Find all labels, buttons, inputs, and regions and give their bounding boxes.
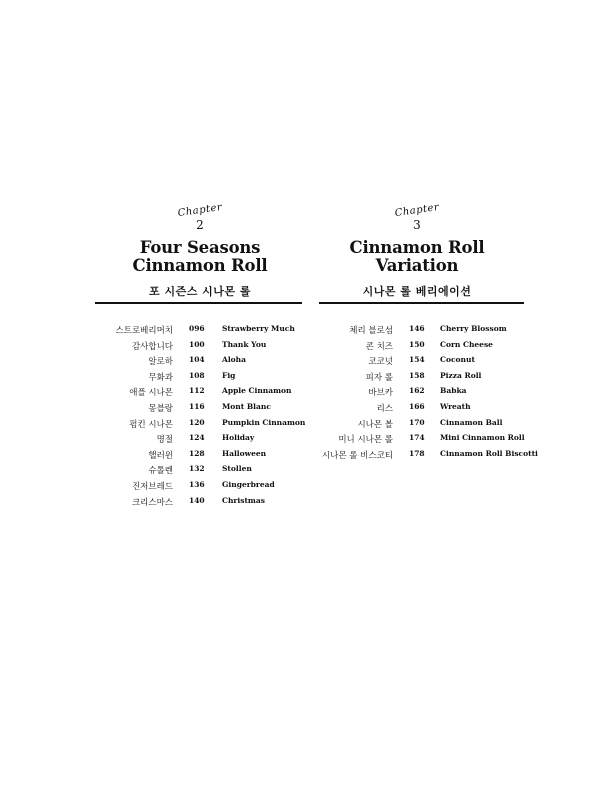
entry-english: Gingerbread xyxy=(222,479,275,489)
entry-page: 132 xyxy=(189,464,205,474)
chapter-title-line2: Variation xyxy=(375,256,459,275)
entry-page: 096 xyxy=(189,324,205,333)
entry-english: Cinnamon Ball xyxy=(440,417,503,427)
entry-korean: 시나몬 롤 비스코티 xyxy=(321,450,393,461)
entry-english: Pumpkin Cinnamon xyxy=(222,417,306,427)
chapter-title-line2: Cinnamon Roll xyxy=(132,256,268,275)
entry-english: Stollen xyxy=(222,464,252,474)
entry-english: Fig xyxy=(222,370,236,380)
entry-korean: 펌킨 시나몬 xyxy=(129,419,173,430)
entry-korean: 시나몬 볼 xyxy=(357,419,393,430)
entry-korean: 코코넛 xyxy=(368,357,393,368)
entry-korean: 명절 xyxy=(156,435,173,446)
entry-page: 158 xyxy=(409,370,425,380)
chapter-title-line1: Cinnamon Roll xyxy=(349,238,485,257)
entry-page: 162 xyxy=(409,386,425,396)
entry-english: Strawberry Much xyxy=(222,324,295,333)
entry-korean: 콘 치즈 xyxy=(365,341,393,352)
chapter-subtitle: 포 시즌스 시나몬 롤 xyxy=(149,285,251,298)
entry-page: 166 xyxy=(409,401,425,411)
entry-korean: 스트로베리머치 xyxy=(115,326,173,336)
chapter-title-line1: Four Seasons xyxy=(139,238,261,257)
entry-korean: 리스 xyxy=(376,403,393,414)
entry-page: 140 xyxy=(189,495,205,505)
entry-page: 128 xyxy=(189,448,205,458)
entry-page: 112 xyxy=(189,386,205,396)
entry-english: Aloha xyxy=(222,355,246,365)
entry-page: 150 xyxy=(409,339,425,349)
entry-korean: 무화과 xyxy=(148,372,173,383)
entry-page: 120 xyxy=(189,417,205,427)
chapter-word: Chapter xyxy=(394,201,440,220)
entry-english: Mini Cinnamon Roll xyxy=(440,433,525,443)
entry-page: 170 xyxy=(409,417,425,427)
entry-english: Thank You xyxy=(222,339,267,349)
chapter-3-header xyxy=(282,201,552,299)
entry-page: 146 xyxy=(409,324,425,333)
entry-english: Christmas xyxy=(222,495,265,505)
chapter-title xyxy=(282,239,552,275)
entry-page: 116 xyxy=(189,401,205,411)
entry-korean: 애플 시나몬 xyxy=(129,388,173,399)
entry-korean: 몽블랑 xyxy=(148,403,173,414)
entry-english: Apple Cinnamon xyxy=(222,386,292,396)
entry-korean: 진저브레드 xyxy=(131,481,173,492)
chapter-word: Chapter xyxy=(177,201,223,220)
entry-english: Coconut xyxy=(440,355,475,365)
chapter-label xyxy=(282,201,552,239)
entry-english: Corn Cheese xyxy=(440,339,493,349)
entry-page: 136 xyxy=(189,479,205,489)
entry-page: 100 xyxy=(189,339,205,349)
entry-page: 178 xyxy=(409,448,425,458)
chapter-subtitle: 시나몬 롤 베리에이션 xyxy=(362,285,472,298)
entry-page: 108 xyxy=(189,370,205,380)
entry-english: Mont Blanc xyxy=(222,401,271,411)
entry-korean: 미니 시나몬 롤 xyxy=(338,435,393,446)
entry-korean: 슈톨렌 xyxy=(148,466,173,477)
entry-korean: 핼러윈 xyxy=(148,450,173,461)
entry-korean: 바브카 xyxy=(368,388,393,399)
entry-english: Cinnamon Roll Biscotti xyxy=(440,448,538,458)
entry-korean: 크리스마스 xyxy=(131,497,173,508)
divider-rule xyxy=(95,302,302,304)
entry-page: 154 xyxy=(409,355,425,365)
entry-english: Holiday xyxy=(222,433,255,443)
entry-english: Halloween xyxy=(222,448,267,458)
chapter-number: 2 xyxy=(196,218,204,232)
entry-english: Cherry Blossom xyxy=(440,324,507,333)
entry-page: 174 xyxy=(409,433,425,443)
entry-korean: 감사합니다 xyxy=(131,341,173,352)
entry-korean: 체리 블로섬 xyxy=(349,326,393,336)
entry-korean: 알로하 xyxy=(148,357,173,368)
entry-page: 104 xyxy=(189,355,205,365)
entry-english: Wreath xyxy=(440,401,471,411)
divider-rule xyxy=(319,302,524,304)
entry-korean: 피자 롤 xyxy=(365,372,393,383)
entry-english: Babka xyxy=(440,386,467,396)
entry-page: 124 xyxy=(189,433,205,443)
entry-english: Pizza Roll xyxy=(440,370,482,380)
chapter-number: 3 xyxy=(413,218,421,232)
